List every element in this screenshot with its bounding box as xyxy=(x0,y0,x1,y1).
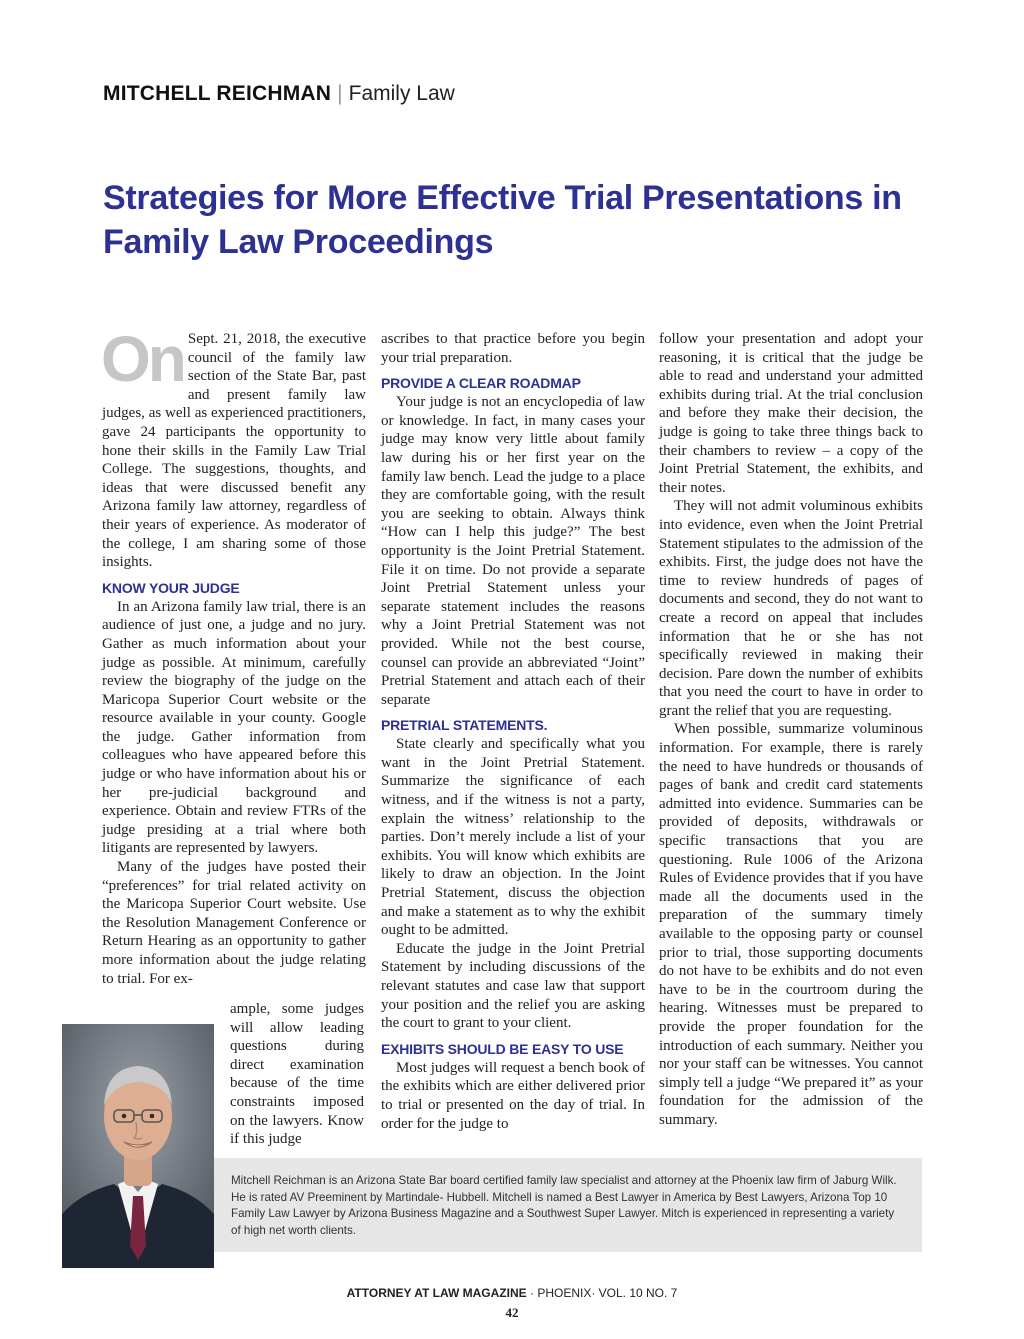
author-bio-text: Mitchell Reichman is an Arizona State Bar board certified family law specialist and attorney at the Phoenix law firm of Jaburg Wilk. He is rated AV Preeminent by Martindale- Hubbell. Mitchell is named a Best Lawyer in America by Best Lawyers, Arizona Top 10 Family Law Lawyer by Arizona Business Magazine and a Southwest Super Lawyer. Mitch is experienced in representing a variety of high net worth clients. xyxy=(231,1174,897,1237)
page-number: 42 xyxy=(505,1305,519,1320)
paragraph: They will not admit voluminous exhibits into evidence, even when the Joint Pretrial Statement stipulates to the admission of the exhibits. First, the judge does not have the time to review hundreds of pages of documents and second, they do not want to create a record on appeal that includes information that he or she has not specifically reviewed in making their decision. Pare down the number of exhibits that you need the court to have in order to grant the relief that you are requesting. xyxy=(659,498,923,719)
edition-info: PHOENIX· VOL. 10 NO. 7 xyxy=(537,1286,678,1300)
paragraph: When possible, summarize voluminous information. For example, there is rarely the need to have hundreds or thousands of pages of bank and credit card statements admitted into evidence. Summaries can be provided of deposits, withdrawals or specific transactions that you are questioning. Rule 1006 of the Arizona Rules of Evidence provides that if you have made all the documents used in the preparation of the summary timely available to the opposing party or counsel prior to trial, those supporting documents do not have to be exhibits and do not even have to be in the courtroom during the hearing. Witnesses must be prepared to provide the proper foundation for the introduction of each summary. Neither you nor your staff can be witnesses. You cannot simply tell a judge “We prepared it” as your foundation for the admission of the summary. xyxy=(659,721,923,1128)
column-3 xyxy=(659,330,923,1130)
column-2 xyxy=(381,330,645,1133)
footer xyxy=(0,1286,1024,1300)
paragraph: Most judges will request a bench book of the exhibits which are either delivered prior to trial or presented on the day of trial. In order for the judge to xyxy=(381,1059,645,1132)
heading-pretrial-statements: PRETRIAL STATEMENTS. xyxy=(381,717,548,734)
paragraph: In an Arizona family law trial, there is an audience of just one, a judge and no jury. Gather as much information about your judge as possible. At minimum, carefully review the biography of the judge on the Maricopa Superior Court website or the resource available in your county. Google the judge. Gather information from colleagues who have appeared before this judge or who have information about his or her pre-judicial background and experience. Obtain and review FTRs of the judge presiding at a trial where both litigants are represented by lawyers. xyxy=(102,598,366,857)
paragraph: State clearly and specifically what you want in the Joint Pretrial Statement. Summarize the significance of each witness, and if the witness is not a party, explain the witness’ relationship to the parties. Don’t merely include a list of your exhibits. You will know which exhibits are likely to draw an objection. In the Joint Pretrial Statement, discuss the objection and make a statement as to why the exhibit ought to be admitted. xyxy=(381,736,645,939)
paragraph: Your judge is not an encyclopedia of law or knowledge. In fact, in many cases your judge may know very little about family law during his or her first year on the family law bench. Lead the judge to a place they are comfortable going, with the result you are seeking to obtain. Always think “How can I help this judge?” The best opportunity is the Joint Pretrial Statement. File it on time. Do not provide a separate Joint Pretrial Statement unless your separate statement includes the reasons why a Joint Pretrial Statement was not provided. While not the best course, counsel can provide an abbreviated “Joint” Pretrial Statement and attach each of their separate xyxy=(381,394,645,708)
column-1 xyxy=(101,323,366,988)
footer-dot: · xyxy=(526,1286,538,1300)
article-title: Strategies for More Effective Trial Presentations in Family Law Proceedings xyxy=(103,179,902,261)
paragraph: follow your presentation and adopt your reasoning, it is critical that the judge be able to read and understand your admitted exhibits during trial. At the trial conclusion and before they make their decision, the judge is going to take three things back to their chambers to review – a copy of the Joint Pretrial Statement, the exhibits, and their notes. xyxy=(659,331,923,496)
paragraph-continuation: ample, some judges will allow leading questions during direct examination because of the time constraints imposed on the lawyers. Know if this judge xyxy=(230,1001,364,1148)
paragraph: Many of the judges have posted their “preferences” for trial related activity on the Maricopa Superior Court website. Use the Resolution Management Conference or Return Hearing as an opportunity to gather more information about the judge relating to trial. For ex- xyxy=(102,859,366,987)
author-portrait-illustration xyxy=(62,1024,214,1268)
section-name: Family Law xyxy=(348,82,455,105)
author-name: MITCHELL REICHMAN xyxy=(103,82,332,105)
intro-paragraph: Sept. 21, 2018, the executive council of the family law section of the State Bar, past and present family law judges, as well as experienced practitioners, gave 24 participants the opportunity to hone their skills in the Family Law Trial College. The suggestions, thoughts, and ideas that were discussed benefit any Arizona family law attorney, regardless of their years of experience. As moderator of the college, I am sharing some of those insights. xyxy=(102,331,366,571)
heading-exhibits: EXHIBITS SHOULD BE EASY TO USE xyxy=(381,1040,624,1057)
paragraph: ascribes to that practice before you begin your trial preparation. xyxy=(381,331,645,366)
heading-know-your-judge: KNOW YOUR JUDGE xyxy=(102,579,240,596)
byline xyxy=(103,82,455,106)
author-bio-box xyxy=(214,1158,922,1252)
dropcap: On xyxy=(101,323,184,395)
heading-provide-roadmap: PROVIDE A CLEAR ROADMAP xyxy=(381,375,581,392)
paragraph: Educate the judge in the Joint Pretrial Statement by including discussions of the relevant statutes and case law that support your position and the relief you are asking the court to grant to your client. xyxy=(381,940,645,1032)
magazine-name: ATTORNEY AT LAW MAGAZINE xyxy=(346,1286,527,1300)
author-photo xyxy=(62,1024,214,1268)
column-1-continuation xyxy=(230,1000,364,1149)
byline-separator: | xyxy=(337,82,343,105)
